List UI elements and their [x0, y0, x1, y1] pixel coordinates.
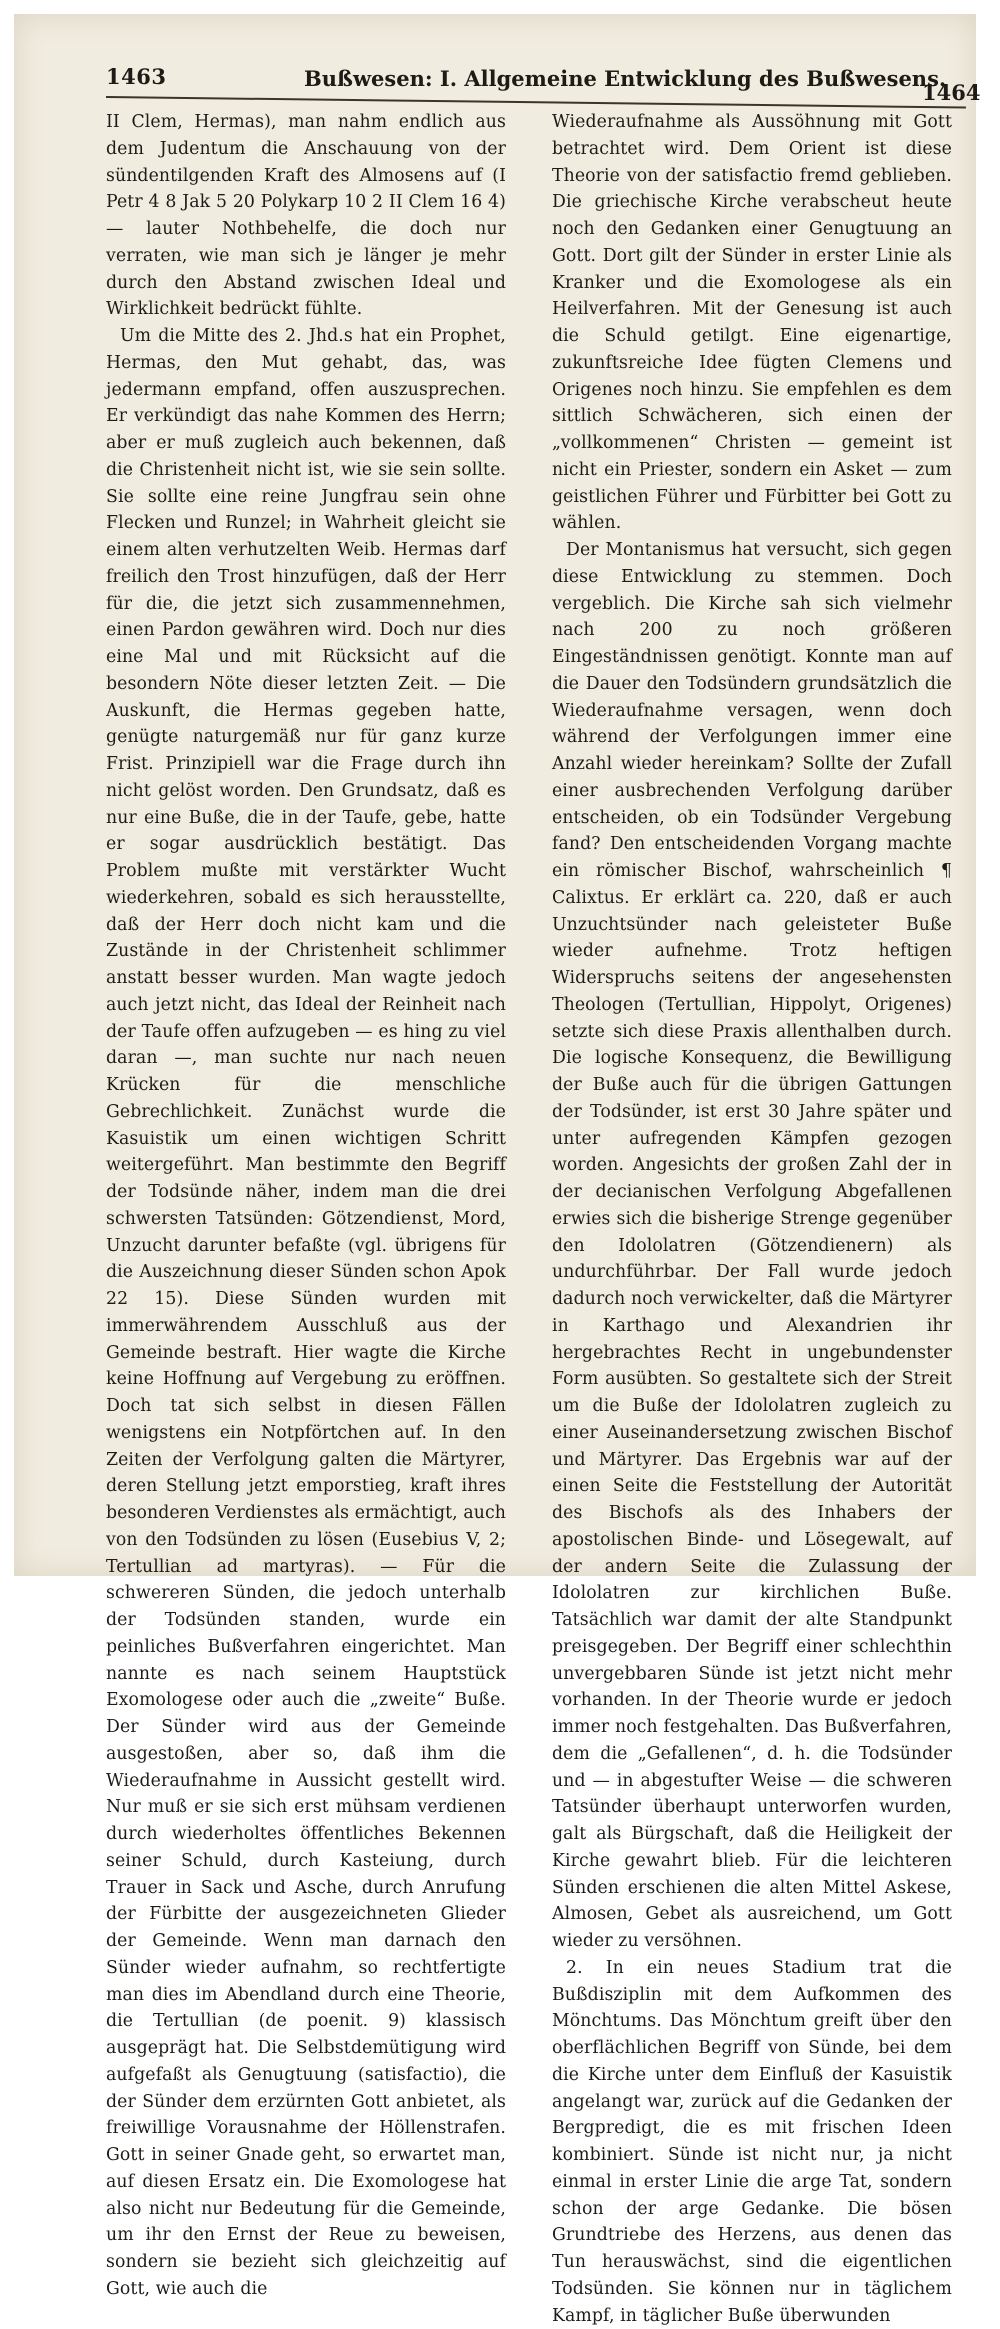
right-column: [552, 109, 952, 2329]
left-paragraph-1: II Clem, Hermas), man nahm endlich aus dem Judentum die Anschauung von der sündentilgenden Kraft des Almosens auf (I Petr 4 8 Jak 5 20 Polykarp 10 2 II Clem 16 4) — lauter Nothbehelfe, die doch nur verraten, wie man sich je länger je mehr durch den Abstand zwischen Ideal und Wirklichkeit bedrückt fühlte.: [106, 112, 506, 320]
right-paragraph-3: 2. In ein neues Stadium trat die Bußdisziplin mit dem Aufkommen des Mönchtums. Das Mönchtum greift über den oberflächlichen Begriff von Sünde, bei dem die Kirche unter dem Einfluß der Kasuistik angelangt war, zurück auf die Gedanken der Bergpredigt, die es mit frischen Ideen kombiniert. Sünde ist nicht nur, ja nicht einmal in erster Linie die arge Tat, sondern schon der arge Gedanke. Die bösen Grundtriebe des Herzens, aus denen das Tun herauswächst, sind die eigentlichen Todsünden. Sie können nur in täglichem Kampf, in täglicher Buße überwunden: [552, 1957, 952, 2326]
running-header-title: Bußwesen: I. Allgemeine Entwicklung des Bußwesens.: [304, 66, 947, 91]
book-page: [14, 14, 981, 2326]
page-number-left: 1463: [106, 64, 167, 89]
page-number-right: 1464: [922, 80, 981, 105]
header-rule: [106, 96, 966, 109]
right-paragraph-2: Der Montanismus hat versucht, sich gegen diese Entwicklung zu stemmen. Doch vergeblich. Die Kirche sah sich vielmehr nach 200 zu noch größeren Eingeständnissen genötigt. Konnte man auf die Dauer den Todsündern grundsätzlich die Wiederaufnahme versagen, wenn doch während der Verfolgungen immer eine Anzahl wieder hereinkam? Sollte der Zufall einer ausbrechenden Verfolgung darüber entscheiden, ob ein Todsünder Vergebung fand? Den entscheidenden Vorgang machte ein römischer Bischof, wahrscheinlich ¶ Calixtus. Er erklärt ca. 220, daß er auch Unzuchtsünder nach geleisteter Buße wieder aufnehme. Trotz heftigen Widerspruchs seitens der angesehensten Theologen (Tertullian, Hippolyt, Origenes) setzte sich diese Praxis allenthalben durch. Die logische Konsequenz, die Bewilligung der Buße auch für die übrigen Gattungen der Todsünder, ist erst 30 Jahre später und unter aufregenden Kämpfen gezogen worden. Angesichts der großen Zahl der in der decianischen Verfolgung Abgefallenen erwies sich die bisherige Strenge gegenüber den Idololatren (Götzendienern) als undurchführbar. Der Fall wurde jedoch dadurch noch verwickelter, daß die Märtyrer in Karthago und Alexandrien ihr hergebrachtes Recht in ungebundenster Form ausübten. So gestaltete sich der Streit um die Buße der Idololatren zugleich zu einer Auseinandersetzung zwischen Bischof und Märtyrer. Das Ergebnis war auf der einen Seite die Feststellung der Autorität des Bischofs als des Inhabers der apostolischen Binde- und Lösegewalt, auf der andern Seite die Zulassung der Idololatren zur kirchlichen Buße. Tatsächlich war damit der alte Standpunkt preisgegeben. Der Begriff einer schlechthin unvergebbaren Sünde ist jetzt nicht mehr vorhanden. In der Theorie wurde er jedoch immer noch festgehalten. Das Bußverfahren, dem die „Gefallenen“, d. h. die Todsünder und — in abgestufter Weise — die schweren Tatsünder überhaupt unterworfen wurden, galt als Bürgschaft, daß die Heiligkeit der Kirche gewahrt blieb. Für die leichteren Sünden erschienen die alten Mittel Askese, Almosen, Gebet als ausreichend, um Gott wieder zu versöhnen.: [552, 540, 952, 1951]
left-column: [106, 109, 506, 2303]
left-paragraph-2: Um die Mitte des 2. Jhd.s hat ein Prophet, Hermas, den Mut gehabt, das, was jedermann empfand, offen auszusprechen. Er verkündigt das nahe Kommen des Herrn; aber er muß zugleich auch bekennen, daß die Christenheit nicht ist, wie sie sein sollte. Sie sollte eine reine Jungfrau sein ohne Flecken und Runzel; in Wahrheit gleicht sie einem alten verhutzelten Weib. Hermas darf freilich den Trost hinzufügen, daß der Herr für die, die jetzt sich zusammennehmen, einen Pardon gewähren wird. Doch nur dies eine Mal und mit Rücksicht auf die besondern Nöte dieser letzten Zeit. — Die Auskunft, die Hermas gegeben hatte, genügte naturgemäß nur für ganz kurze Frist. Prinzipiell war die Frage durch ihn nicht gelöst worden. Den Grundsatz, daß es nur eine Buße, die in der Taufe, gebe, hatte er sogar ausdrücklich bestätigt. Das Problem mußte mit verstärkter Wucht wiederkehren, sobald es sich herausstellte, daß der Herr doch nicht kam und die Zustände in der Christenheit schlimmer anstatt besser wurden. Man wagte jedoch auch jetzt nicht, das Ideal der Reinheit nach der Taufe offen aufzugeben — es hing zu viel daran —, man suchte nur nach neuen Krücken für die menschliche Gebrechlichkeit. Zunächst wurde die Kasuistik um einen wichtigen Schritt weitergeführt. Man bestimmte den Begriff der Todsünde näher, indem man die drei schwersten Tatsünden: Götzendienst, Mord, Unzucht darunter befaßte (vgl. übrigens für die Auszeichnung dieser Sünden schon Apok 22 15). Diese Sünden wurden mit immerwährendem Ausschluß aus der Gemeinde bestraft. Hier wagte die Kirche keine Hoffnung auf Vergebung zu eröffnen. Doch tat sich selbst in diesen Fällen wenigstens ein Notpförtchen auf. In den Zeiten der Verfolgung galten die Märtyrer, deren Stellung jetzt emporstieg, kraft ihres besonderen Verdienstes als ermächtigt, auch von den Todsünden zu lösen (Eusebius V, 2; Tertullian ad martyras). — Für die schwereren Sünden, die jedoch unterhalb der Todsünden standen, wurde ein peinliches Bußverfahren eingerichtet. Man nannte es nach seinem Hauptstück Exomologese oder auch die „zweite“ Buße. Der Sünder wird aus der Gemeinde ausgestoßen, aber so, daß ihm die Wiederaufnahme in Aussicht gestellt wird. Nur muß er sie sich erst mühsam verdienen durch wiederholtes öffentliches Bekennen seiner Schuld, durch Kasteiung, durch Trauer in Sack und Asche, durch Anrufung der Fürbitte der ausgezeichneten Glieder der Gemeinde. Wenn man darnach den Sünder wieder aufnahm, so rechtfertigte man dies im Abendland durch eine Theorie, die Tertullian (de poenit. 9) klassisch ausgeprägt hat. Die Selbstdemütigung wird aufgefaßt als Genugtuung (satisfactio), die der Sünder dem erzürnten Gott anbietet, als freiwillige Vorausnahme der Höllenstrafen. Gott in seiner Gnade geht, so erwartet man, auf diesen Ersatz ein. Die Exomologese hat also nicht nur Bedeutung für die Gemeinde, um ihr den Ernst der Reue zu beweisen, sondern sie bezieht sich gleichzeitig auf Gott, wie auch die: [106, 326, 507, 2299]
right-paragraph-1: Wiederaufnahme als Aussöhnung mit Gott betrachtet wird. Dem Orient ist diese Theorie von der satisfactio fremd geblieben. Die griechische Kirche verabscheut heute noch den Gedanken einer Genugtuung an Gott. Dort gilt der Sünder in erster Linie als Kranker und die Exomologese als ein Heilverfahren. Mit der Genesung ist auch die Schuld getilgt. Eine eigenartige, zukunftsreiche Idee fügten Clemens und Origenes noch hinzu. Sie empfehlen es dem sittlich Schwächeren, sich einen der „vollkommenen“ Christen — gemeint ist nicht ein Priester, sondern ein Asket — zum geistlichen Führer und Fürbitter bei Gott zu wählen.: [552, 112, 952, 534]
